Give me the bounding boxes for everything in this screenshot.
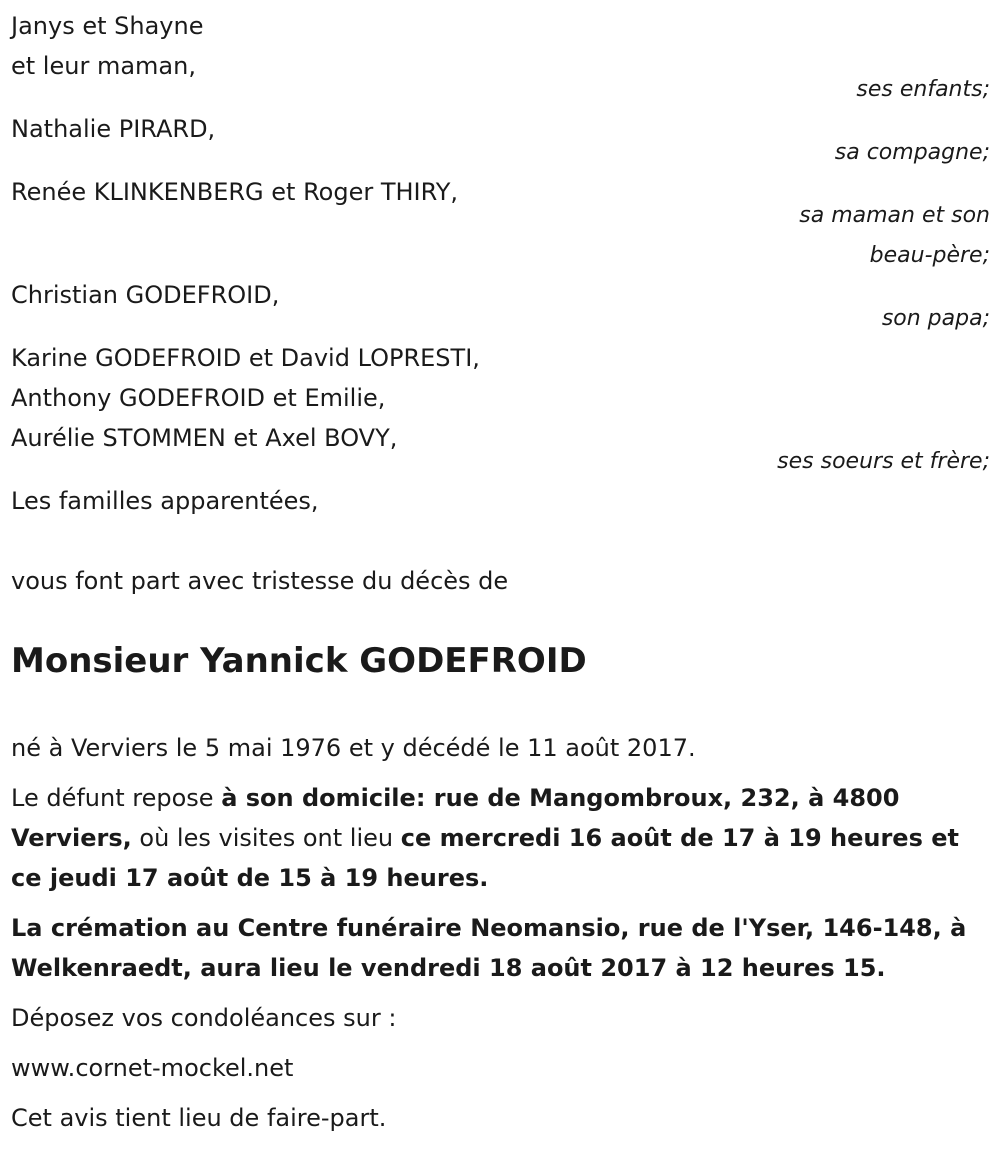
siblings-line-2: Anthony GODEFROID et Emilie, xyxy=(11,384,386,412)
father-role: son papa; xyxy=(881,306,990,331)
visitation-intro: Le défunt repose xyxy=(11,784,222,812)
companion-name: Nathalie PIRARD, xyxy=(11,115,216,143)
mother-role-line-1: sa maman et son xyxy=(799,203,990,228)
mother-role-line-2: beau-père; xyxy=(869,243,990,268)
children-names-line-1: Janys et Shayne xyxy=(11,12,204,40)
website-link[interactable]: www.cornet-mockel.net xyxy=(11,1054,294,1082)
siblings-line-1: Karine GODEFROID et David LOPRESTI, xyxy=(11,344,480,372)
children-names-line-2: et leur maman, xyxy=(11,52,196,80)
companion-role: sa compagne; xyxy=(834,140,990,165)
visitation-location: à son domicile: rue de Mangombroux, 232, à 4800 Verviers, xyxy=(11,784,900,852)
deceased-name: Monsieur Yannick GODEFROID xyxy=(11,641,587,681)
visitation-middle: où les visites ont lieu xyxy=(131,824,401,852)
birth-death-line: né à Verviers le 5 mai 1976 et y décédé le 11 août 2017. xyxy=(11,734,696,762)
mother-name: Renée KLINKENBERG et Roger THIRY, xyxy=(11,178,459,206)
visitation-paragraph xyxy=(11,778,991,898)
announcement-line: vous font part avec tristesse du décès de xyxy=(11,567,509,595)
siblings-line-3: Aurélie STOMMEN et Axel BOVY, xyxy=(11,424,398,452)
visitation-times: ce mercredi 16 août de 17 à 19 heures et ce jeudi 17 août de 15 à 19 heures. xyxy=(11,824,959,892)
siblings-role: ses soeurs et frère; xyxy=(777,449,990,474)
children-role: ses enfants; xyxy=(856,77,990,102)
relatives-line: Les familles apparentées, xyxy=(11,487,319,515)
cremation-paragraph: La crémation au Centre funéraire Neomansio, rue de l'Yser, 146-148, à Welkenraedt, aura lieu le vendredi 18 août 2017 à 12 heures 15. xyxy=(11,914,967,982)
father-name: Christian GODEFROID, xyxy=(11,281,280,309)
condolences-label: Déposez vos condoléances sur : xyxy=(11,1004,397,1032)
closing-line: Cet avis tient lieu de faire-part. xyxy=(11,1104,387,1132)
